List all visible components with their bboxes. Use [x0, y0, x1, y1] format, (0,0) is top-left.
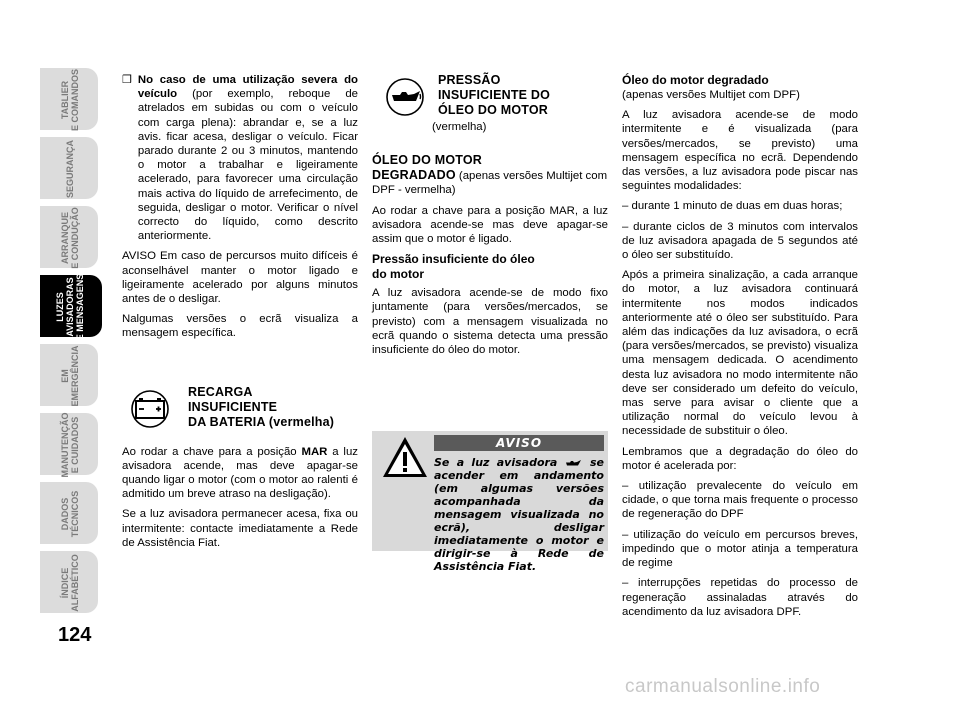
oil-section-header: [372, 73, 608, 145]
paragraph: – durante ciclos de 3 minutos com intervalos de luz avisadora apagada de 5 segundos até o óleo ser substituído.: [622, 220, 858, 262]
tab-seguranca[interactable]: [40, 133, 105, 201]
paragraph: A luz avisadora acende-se de modo intermitente e é visualizada (para versões/mercados, se previsto) uma mensagem específica no ecrã. Dependendo das versões, a luz avisadora pode piscar nas seguintes modalidades:: [622, 109, 858, 193]
page-number: 124: [58, 624, 92, 646]
paragraph: – utilização do veículo em percursos breves, impedindo que o motor atinja a temperatura de regime: [622, 528, 858, 570]
column-1: [122, 73, 358, 556]
text-run: Ao rodar a chave para a posição: [122, 445, 302, 458]
tab-manutencao[interactable]: [40, 409, 105, 477]
paragraph: – utilização prevalecente do veículo em cidade, o que torna mais frequente o processo de regeneração do DPF: [622, 480, 858, 521]
text-run: a luz avisadora acende, mas deve apagar-se quando ligar o motor (com o motor ao ralenti é admitido um breve atraso na desligação).: [122, 445, 358, 501]
aviso-title: AVISO: [434, 435, 604, 451]
subheading: Pressão insuficiente do óleo do motor: [372, 252, 535, 282]
tab-label: LUZES AVISADORAS E MENSAGENS: [55, 273, 85, 341]
chapter-sidebar: [40, 64, 105, 616]
paragraph: Ao rodar a chave para a posição MAR, a luz avisadora acende-se mas deve apagar-se assim que o motor é ligado.: [372, 204, 608, 246]
paragraph: Lembramos que a degradação do óleo do motor é acelerada por:: [622, 445, 858, 472]
mar-bold: MAR: [301, 445, 328, 458]
degraded-heading-para: [372, 153, 608, 198]
paragraph: Nalgumas versões o ecrã visualiza a mensagem específica.: [122, 313, 358, 340]
battery-warning-icon: [126, 389, 174, 429]
paragraph: A luz avisadora acende-se de modo fixo juntamente (para versões/mercados, se previsto) com a mensagem visualizada no ecrã quando o sistema detecta uma pressão insuficiente do óleo do motor.: [372, 287, 608, 357]
paragraph: (apenas versões Multijet com DPF): [622, 89, 800, 101]
tab-arranque[interactable]: [40, 202, 105, 270]
tab-label: ARRANQUE E CONDUÇÃO: [60, 207, 80, 269]
watermark: carmanualsonline.info: [625, 676, 821, 697]
battery-heading: RECARGA INSUFICIENTE DA BATERIA (vermelha): [188, 384, 335, 429]
paragraph: – interrupções repetidas do processo de regeneração assinaladas através do acendimento da luz avisadora DPF.: [622, 577, 858, 618]
oil-heading: PRESSÃO INSUFICIENTE DO ÓLEO DO MOTOR: [438, 73, 551, 117]
text-run: Se a luz avisadora: [434, 456, 565, 469]
column-3: [622, 73, 858, 625]
tab-label: ÍNDICE ALFABÉTICO: [60, 554, 80, 612]
tab-label: MANUTENÇÃO E CUIDADOS: [60, 412, 80, 478]
paragraph: [122, 445, 358, 502]
bullet-marker: ❒: [122, 74, 132, 86]
oil-heading-sub: (vermelha): [432, 121, 487, 133]
tab-tablier[interactable]: [40, 64, 105, 132]
tab-label: SEGURANÇA: [65, 140, 75, 199]
tab-indice[interactable]: [40, 547, 105, 615]
tab-luzes-avisadoras[interactable]: [40, 271, 105, 339]
aviso-text: [382, 456, 604, 573]
paragraph: AVISO Em caso de percursos muito difíceis é aconselhável manter o motor ligado e ligeiramente acelerado por alguns minutos antes de o desligar.: [122, 250, 358, 306]
bullet-item: [122, 73, 358, 243]
aviso-box: [372, 431, 608, 573]
tab-label: TABLIER E COMANDOS: [60, 69, 80, 132]
battery-section-header: [122, 385, 358, 445]
tab-dados-tecnicos[interactable]: [40, 478, 105, 546]
degraded-rest: (apenas versões Multijet com DPF - vermelha): [372, 170, 608, 197]
bullet-bold: No caso de uma utilização severa do veículo: [137, 74, 358, 101]
bullet-rest: (por exemplo, reboque de atrelados em subidas ou com o veículo com carga plena): abrandar e, se a luz avis. ficar acesa, desligar o veículo. Ficar parado durante 2 ou 3 minutos, mantendo o motor a trabalhar e ligeiramente acelerado, para favorecer uma circulação mais activa do líquido de arrefecimento, de seguida, desligar o motor. Verificar o nível correcto do líquido, como descrito anteriormente.: [137, 88, 358, 243]
bullet-text: [138, 73, 358, 243]
section-heading: Óleo do motor degradado: [622, 73, 769, 87]
tab-emergencia[interactable]: [40, 340, 105, 408]
oil-can-icon: [380, 77, 430, 117]
tab-label: DADOS TÉCNICOS: [60, 490, 80, 538]
oil-can-icon: [565, 458, 583, 468]
paragraph: Se a luz avisadora permanecer acesa, fixa ou intermitente: contacte imediatamente a Rede de Assistência Fiat.: [122, 508, 358, 549]
column-2: [372, 73, 608, 363]
text-run: se acender em andamento (em algumas versões acompanhada da mensagem visualizada no ecrã), desligar imediatamente o motor e dirigir-se à Rede de Assistência Fiat.: [434, 456, 604, 573]
paragraph: Após a primeira sinalização, a cada arranque do motor, a luz avisadora continuará intermitente nos modos indicados anteriormente até o óleo ser substituído. Para além das indicações da luz avisadora, o ecrã (para versões/mercados, se previsto) visualiza uma mensagem dedicada. O acendimento desta luz avisadora no modo intermitente não deve ser considerado um defeito do veículo, mas serve para avisar o cliente que a utilização normal do veículo levou à necessidade de substituir o óleo.: [622, 269, 858, 438]
aviso-first-line: [434, 456, 604, 573]
tab-label: EM EMERGÊNCIA: [60, 345, 80, 407]
degraded-heading: ÓLEO DO MOTOR DEGRADADO: [372, 153, 483, 183]
paragraph: – durante 1 minuto de duas em duas horas;: [622, 200, 843, 213]
